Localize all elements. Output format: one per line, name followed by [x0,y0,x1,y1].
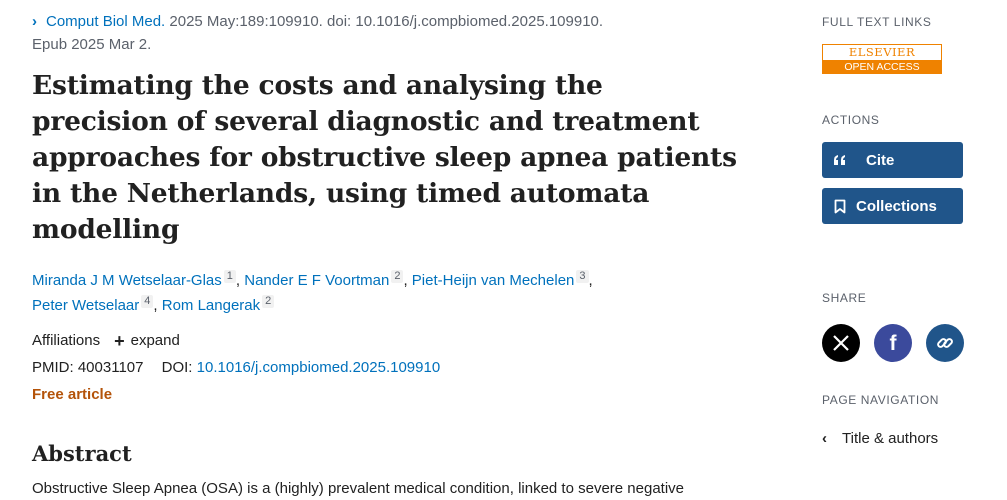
author-link[interactable]: Rom Langerak [161,297,261,314]
nav-item-label: Title & authors [842,430,939,447]
author-link[interactable]: Nander E F Voortman [244,272,390,289]
facebook-share-button[interactable] [874,324,912,362]
abstract-text: Obstructive Sleep Apnea (OSA) is a (highly) prevalent medical condition, linked to severe negative [32,480,685,497]
x-twitter-share-button[interactable] [822,324,860,362]
plus-icon: + [114,331,125,351]
expand-affiliations-button[interactable] [114,330,180,352]
citation-details: 2025 May:189:109910. doi: 10.1016/j.compbiomed.2025.109910. [165,13,604,30]
author-list: Miranda J M Wetselaar-Glas $^1$ , Nander E F Voortman $^2$ , Piet-Heijn van Mechelen $^3$ , Peter Wetselaar $^4$ , Rom Langerak $^2$ [32,270,593,314]
copy-link-button[interactable] [926,324,964,362]
doi-link[interactable]: 10.1016/j.compbiomed.2025.109910 [196,359,441,376]
abstract-heading: Abstract [32,441,132,466]
identifiers [32,357,792,379]
affiliation-ref[interactable]: 2 [262,295,274,308]
collections-label: Collections [856,197,937,215]
share-heading: SHARE [822,291,867,305]
article-title: Estimating the costs and analysing the precision of several diagnostic and treatment approaches for obstructive sleep apnea patients in the Netherlands, using timed automata modelling [32,70,737,245]
affiliation-ref[interactable]: 4 [141,295,153,308]
sidebar [822,14,1007,447]
share-buttons [822,324,1007,362]
link-icon [936,334,954,352]
cite-button[interactable] [822,142,963,178]
pmid-value: 40031107 [77,359,144,376]
author-link[interactable]: Miranda J M Wetselaar-Glas [32,272,222,289]
chevron-left-icon: ‹ [822,430,827,447]
pmid-label: PMID: [32,359,74,376]
full-text-links-heading: FULL TEXT LINKS [822,15,932,29]
affiliation-ref[interactable]: 3 [576,270,588,283]
elsevier-open-access-link[interactable] [822,44,942,74]
page-navigation-heading: PAGE NAVIGATION [822,393,940,407]
x-logo-icon [832,334,850,352]
affiliations-label: Affiliations [32,332,101,349]
cite-label: Cite [866,151,895,169]
bookmark-icon [822,199,858,214]
collections-button[interactable] [822,188,963,224]
free-article-link[interactable]: Free article [32,386,113,403]
affiliation-ref[interactable]: 2 [391,270,403,283]
citation [32,10,792,56]
facebook-icon: f [889,331,897,355]
quote-icon [822,154,858,166]
affiliations-row [32,330,792,352]
article-main [32,10,792,500]
epub-date: Epub 2025 Mar 2. [32,36,152,53]
elsevier-logo-text: ELSEVIER [823,45,941,60]
author-link[interactable]: Piet-Heijn van Mechelen [411,272,575,289]
affiliation-ref[interactable]: 1 [224,270,236,283]
nav-title-authors[interactable] [822,430,1007,447]
open-access-text: OPEN ACCESS [823,60,941,74]
chevron-right-icon: › [32,13,37,30]
doi-label: DOI: [161,359,193,376]
expand-label: expand [130,332,180,349]
actions-heading: ACTIONS [822,113,880,127]
author-link[interactable]: Peter Wetselaar [32,297,140,314]
journal-link[interactable]: Comput Biol Med. [46,13,166,30]
